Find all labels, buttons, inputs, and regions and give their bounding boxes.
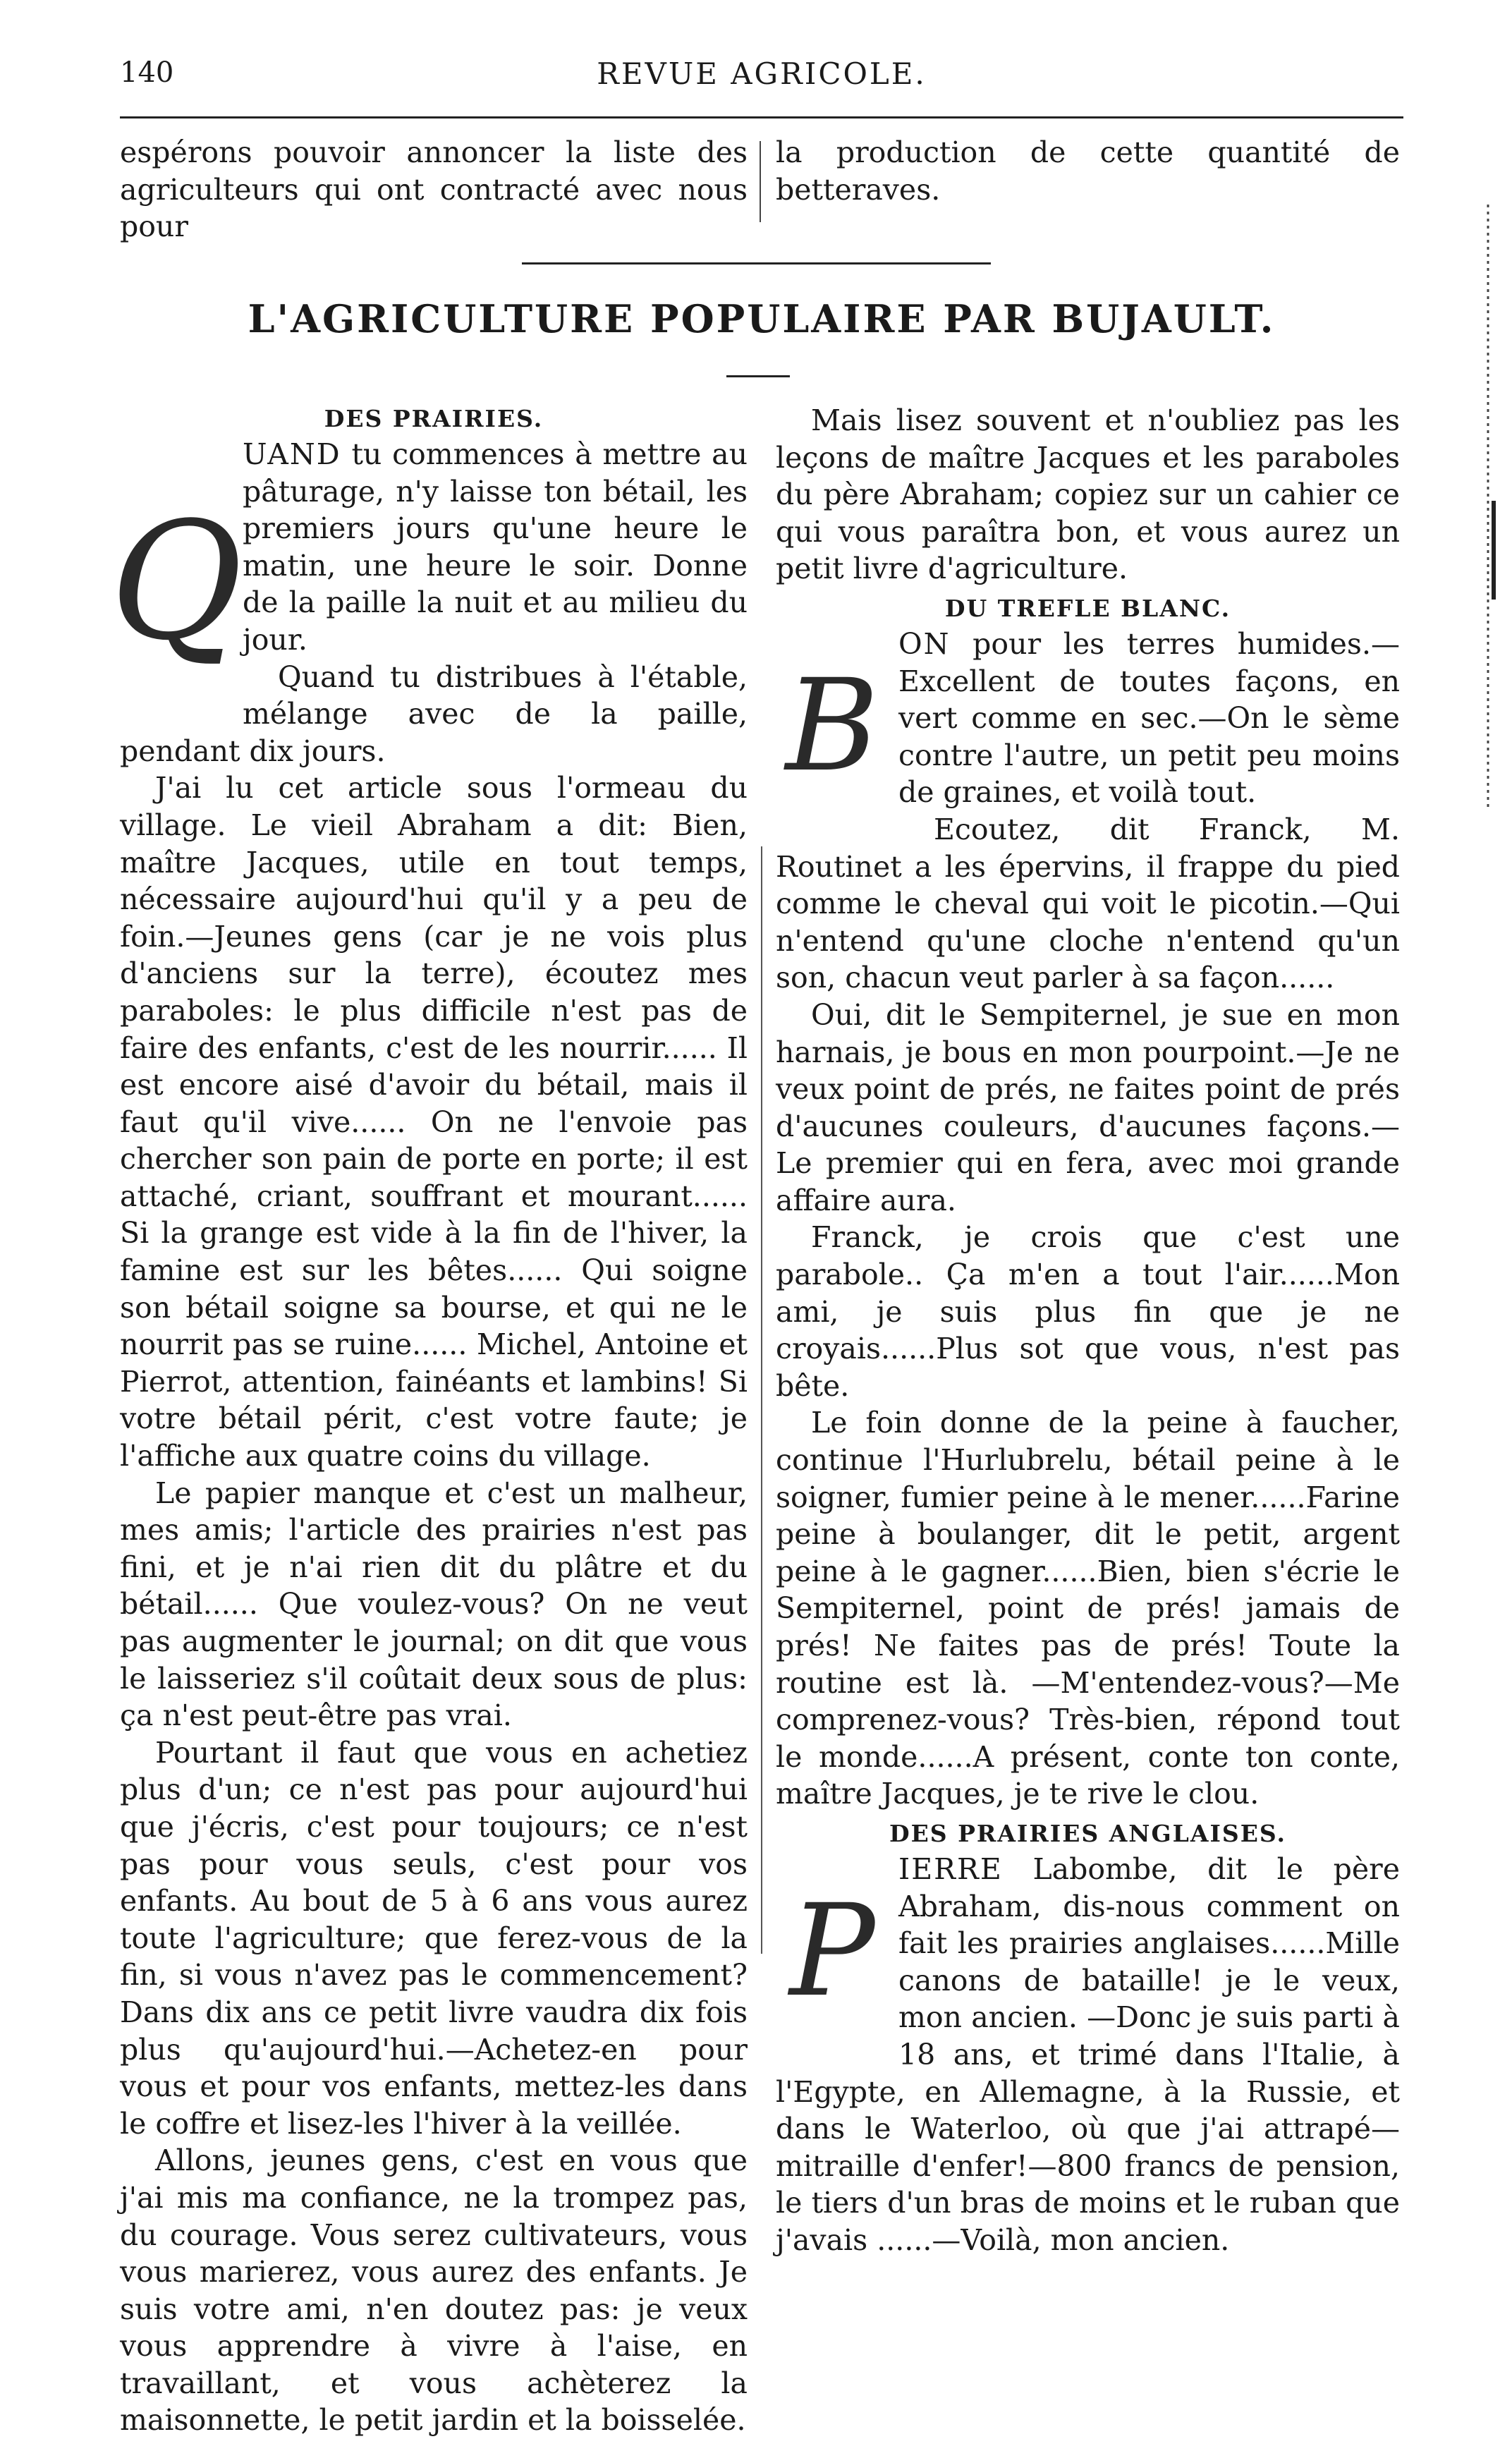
lead-word-anglaises: IERRE [898, 1851, 1003, 1886]
paragraph-prairies-2: Quand tu distribues à l'étable, mélange avec de la paille, pendant dix jours. [120, 659, 748, 768]
section-divider-rule [522, 262, 991, 264]
paragraph-anglaises-1: Labombe, dit le père Abraham, dis-nous comment on fait les prairies anglaises......Mille canons de bataille! je le veux, mon ancien. —Donc je suis parti à 18 ans, et trimé dans l'Italie, à l'Egypte, en Allemagne, à la Russie, et dans le Waterloo, où que j'ai attrapé—mitraille d'enfer!—800 francs de pension, le tiers d'un bras de moins et le ruban que j'avais ......—Voilà, mon ancien. [776, 1851, 1400, 2257]
paragraph-prairies-3: J'ai lu cet article sous l'ormeau du village. Le vieil Abraham a dit: Bien, maître Jacques, utile en tout temps, nécessaire aujourd'hui qu'il y a peu de foin.—Jeunes gens (car je ne vois plus d'anciens sur la terre), écoutez mes paraboles: le plus difficile n'est pas de faire des enfants, c'est de les nourrir...... Il est encore aisé d'avoir du bétail, mais il faut qu'il vive...... On ne l'envoie pas chercher son pain de porte en porte; il est attaché, criant, souffrant et mourant...... Si la grange est vide à la fin de l'hiver, la famine est sur les bêtes...... Qui soigne son bétail soigne sa bourse, et qui ne le nourrit pas se ruine...... Michel, Antoine et Pierrot, attention, fainéants et lambins! Si votre bétail périt, c'est votre faute; je l'affiche aux quatre coins du village. [120, 771, 748, 1473]
paragraph-prairies-5: Pourtant il faut que vous en achetiez plus d'un; ce n'est pas pour aujourd'hui que j'écris, c'est pour toujours; ce n'est pas pour vous seuls, c'est pour vos enfants. Au bout de 5 à 6 ans vous aurez toute l'agriculture; que ferez-vous de la fin, si vous n'avez pas le commencement? Dans dix ans ce petit livre vaudra dix fois plus qu'aujourd'hui.—Achetez-en pour vous et pour vos enfants, mettez-les dans le coffre et lisez-les l'hiver à la veillée. [120, 1735, 748, 2141]
running-head: REVUE AGRICOLE. [597, 56, 927, 91]
right-column [776, 402, 1400, 2259]
dropcap-q: Q [109, 487, 243, 676]
lead-word-prairies: UAND [243, 437, 341, 471]
paragraph-trefle-2: Ecoutez, dit Franck, M. Routinet a les épervins, il frappe du pied comme le cheval qui voit le picotin.—Qui n'entend qu'une cloche n'entend qu'un son, chacun veut parler à sa façon...... [776, 812, 1400, 995]
section-heading-trefle: DU TREFLE BLANC. [944, 594, 1231, 622]
paragraph-trefle-3: Oui, dit le Sempiternel, je sue en mon harnais, je bous en mon pourpoint.—Je ne veux point de prés, ne faites point de prés d'aucunes couleurs, d'aucunes façons.—Le premier qui en fera, avec moi grande affaire aura. [776, 997, 1400, 1217]
column-divider-main [761, 846, 762, 1954]
paragraph-trefle-1: pour les terres humides.—Excellent de toutes façons, en vert comme en sec.—On le sème contre l'autre, un petit peu moins de graines, et voilà tout. [898, 626, 1400, 810]
continuation-left-text: espérons pouvoir annoncer la liste des agriculteurs qui ont contracté avec nous pour [120, 135, 748, 244]
paragraph-prairies-6: Allons, jeunes gens, c'est en vous que j'ai mis ma confiance, ne la trompez pas, du courage. Vous serez cultivateurs, vous vous marierez, vous aurez des enfants. Je suis votre ami, n'en doutez pas: je veux vous apprendre à vivre à l'aise, en travaillant, et vous achèterez la maisonnette, le petit jardin et la boisselée. [120, 2143, 748, 2438]
continuation-right [776, 134, 1400, 208]
continuation-right-text: la production de cette quantité de betteraves. [776, 135, 1400, 207]
section-heading-anglaises: DES PRAIRIES ANGLAISES. [889, 1819, 1287, 1847]
article-title: L'AGRICULTURE POPULAIRE PAR BUJAULT. [248, 296, 1276, 341]
binding-edge-marks [1480, 205, 1501, 811]
page-header [120, 56, 1403, 99]
paragraph-trefle-4: Franck, je crois que c'est une parabole.. Ça m'en a tout l'air......Mon ami, je suis plus fin que je ne croyais......Plus sot que vous, n'est pas bête. [776, 1220, 1400, 1403]
section-heading-prairies: DES PRAIRIES. [324, 405, 544, 432]
paragraph-prairies-1: tu commences à mettre au pâturage, n'y laisse ton bétail, les premiers jours qu'une heure le matin, une heure le soir. Donne de la paille la nuit et au milieu du jour. [243, 437, 748, 657]
paragraph-prairies-7: Mais lisez souvent et n'oubliez pas les leçons de maître Jacques et les paraboles du père Abraham; copiez sur un cahier ce qui vous paraîtra bon, et vous aurez un petit livre d'agriculture. [776, 403, 1400, 586]
dropcap-b: B [785, 652, 879, 800]
dropcap-p: P [789, 1877, 875, 2025]
title-underline [726, 375, 790, 377]
continuation-left [120, 134, 748, 245]
lead-word-trefle: ON [898, 626, 951, 661]
column-divider-top [760, 141, 761, 222]
paragraph-trefle-5: Le foin donne de la peine à faucher, continue l'Hurlubrelu, bétail peine à le soigner, fumier peine à le mener......Farine peine à boulanger, dit le petit, argent peine à le gagner......Bien, bien s'écrie le Sempiternel, point de prés! jamais de prés! Ne faites pas de prés! Toute la routine est là. —M'entendez-vous?—Me comprenez-vous? Très-bien, répond tout le monde......A présent, conte ton conte, maître Jacques, je te rive le clou. [776, 1406, 1400, 1811]
left-column [109, 402, 748, 2439]
paragraph-prairies-4: Le papier manque et c'est un malheur, mes amis; l'article des prairies n'est pas fini, et je n'ai rien dit du plâtre et du bétail...... Que voulez-vous? On ne veut pas augmenter le journal; on dit que vous le laisseriez s'il coûtait deux sous de plus: ça n'est peut-être pas vrai. [120, 1476, 748, 1733]
header-rule [120, 116, 1403, 118]
page-number: 140 [120, 56, 174, 89]
